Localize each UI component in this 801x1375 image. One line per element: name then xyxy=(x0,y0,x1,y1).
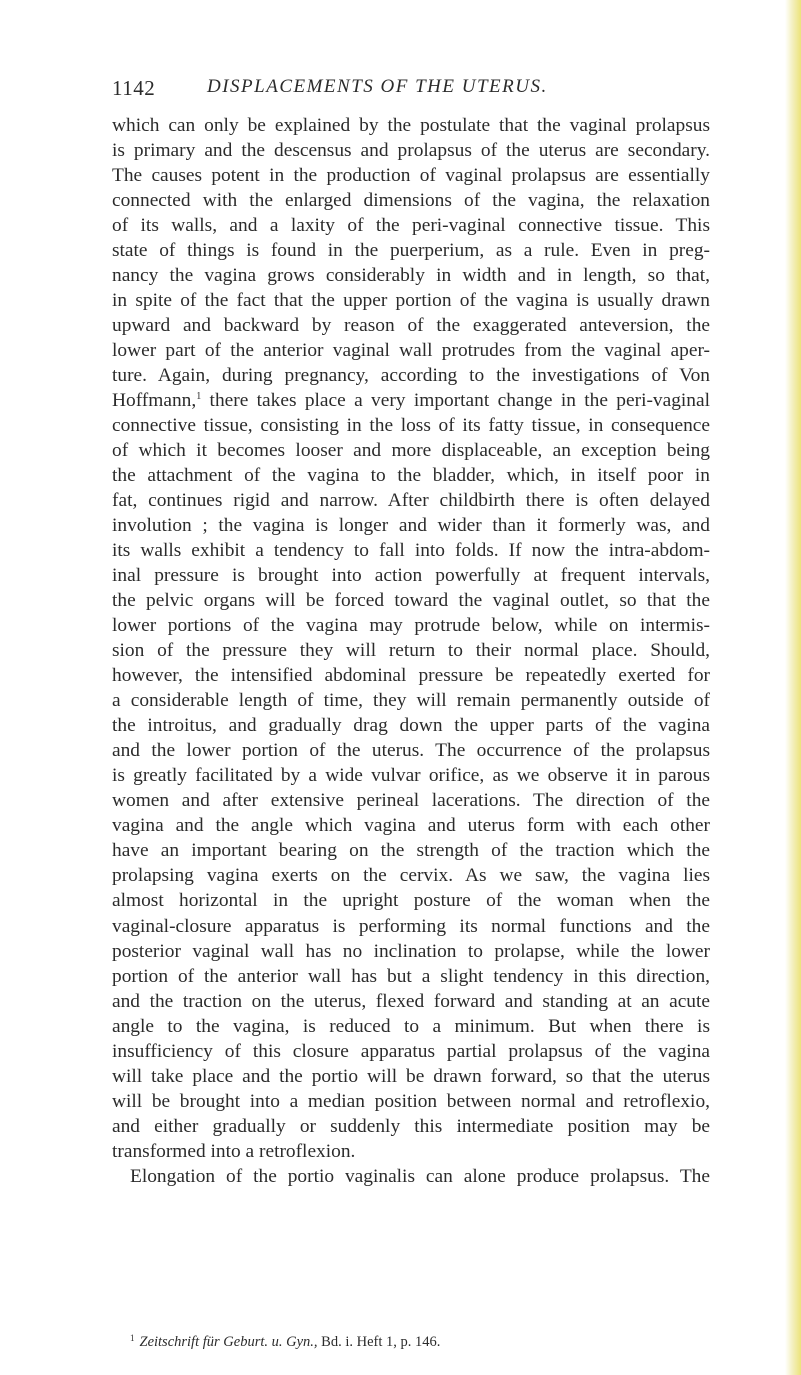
text-line: posterior vaginal wall has no inclination to prolapse, while the lower xyxy=(112,940,710,962)
text-line: portion of the anterior wall has but a slight tendency in this direction, xyxy=(112,965,710,987)
body-text xyxy=(112,113,710,1189)
text-line-with-footnote-ref xyxy=(112,388,710,413)
text-line: in spite of the fact that the upper portion of the vagina is usually drawn xyxy=(112,290,710,312)
page-edge-shadow xyxy=(785,0,801,1375)
text-line: fat, continues rigid and narrow. After childbirth there is often delayed xyxy=(112,490,710,512)
footnote-reference: 1 xyxy=(196,391,202,403)
footnote-journal: Zeitschrift für Geburt. u. Gyn., xyxy=(139,1334,318,1350)
text-line: and the traction on the uterus, flexed forward and standing at an acute xyxy=(112,990,710,1012)
text-line: however, the intensified abdominal pressure be repeatedly exerted for xyxy=(112,665,710,687)
text-line: the introitus, and gradually drag down the upper parts of the vagina xyxy=(112,715,710,737)
text-line: have an important bearing on the strength of the traction which the xyxy=(112,840,710,862)
page-header xyxy=(112,76,712,102)
text-line: The causes potent in the production of vaginal prolapsus are essentially xyxy=(112,165,710,187)
text-line: insufficiency of this closure apparatus partial prolapsus of the vagina xyxy=(112,1040,710,1062)
text-line: the pelvic organs will be forced toward the vaginal outlet, so that the xyxy=(112,590,710,612)
text-line: and the lower portion of the uterus. The occurrence of the prolapsus xyxy=(112,740,710,762)
text-line: will take place and the portio will be drawn forward, so that the uterus xyxy=(112,1065,710,1087)
text-line: a considerable length of time, they will remain permanently outside of xyxy=(112,690,710,712)
text-line: upward and backward by reason of the exaggerated anteversion, the xyxy=(112,315,710,337)
text-fragment: Hoffmann, xyxy=(112,390,197,412)
footnote xyxy=(130,1329,710,1351)
text-line: almost horizontal in the upright posture of the woman when the xyxy=(112,890,710,912)
text-line: lower portions of the vagina may protrude below, while on intermis- xyxy=(112,615,710,637)
text-line: involution ; the vagina is longer and wider than it formerly was, and xyxy=(112,515,710,537)
text-line: of its walls, and a laxity of the peri-vaginal connective tissue. This xyxy=(112,215,710,237)
text-line: angle to the vagina, is reduced to a minimum. But when there is xyxy=(112,1015,710,1037)
footnote-marker: 1 xyxy=(130,1333,135,1343)
text-line: which can only be explained by the postulate that the vaginal prolapsus xyxy=(112,115,710,136)
text-line: lower part of the anterior vaginal wall protrudes from the vaginal aper- xyxy=(112,340,710,362)
page-number: 1142 xyxy=(112,76,156,100)
text-line: will be brought into a median position between normal and retroflexio, xyxy=(112,1090,710,1112)
text-line: connected with the enlarged dimensions of the vagina, the relaxation xyxy=(112,190,710,212)
text-line: Elongation of the portio vaginalis can alone produce prolapsus. The xyxy=(130,1165,710,1187)
text-line: the attachment of the vagina to the bladder, which, in itself poor in xyxy=(112,465,710,487)
text-line: inal pressure is brought into action powerfully at frequent intervals, xyxy=(112,565,710,587)
text-line: connective tissue, consisting in the loss of its fatty tissue, in consequence xyxy=(112,415,710,437)
text-line: of which it becomes looser and more displaceable, an exception being xyxy=(112,440,710,462)
text-line: nancy the vagina grows considerably in width and in length, so that, xyxy=(112,265,710,287)
text-line: ture. Again, during pregnancy, according to the investigations of Von xyxy=(112,365,710,387)
running-title: DISPLACEMENTS OF THE UTERUS. xyxy=(207,76,548,97)
text-fragment: there takes place a very important change in the peri-vaginal xyxy=(201,390,710,412)
text-line: is primary and the descensus and prolapsus of the uterus are secondary. xyxy=(112,140,710,162)
text-line: and either gradually or suddenly this intermediate position may be xyxy=(112,1115,710,1137)
text-line: state of things is found in the puerperium, as a rule. Even in preg- xyxy=(112,240,710,262)
text-line: prolapsing vagina exerts on the cervix. As we saw, the vagina lies xyxy=(112,865,710,887)
text-line: vaginal-closure apparatus is performing its normal functions and the xyxy=(112,915,710,937)
text-line: its walls exhibit a tendency to fall into folds. If now the intra-abdom- xyxy=(112,540,710,562)
footnote-details: Bd. i. Heft 1, p. 146. xyxy=(317,1334,441,1350)
text-line: vagina and the angle which vagina and uterus form with each other xyxy=(112,815,710,837)
text-line: women and after extensive perineal lacerations. The direction of the xyxy=(112,790,710,812)
text-line: is greatly facilitated by a wide vulvar orifice, as we observe it in parous xyxy=(112,765,710,787)
text-line: transformed into a retroflexion. xyxy=(112,1140,356,1162)
text-line: sion of the pressure they will return to their normal place. Should, xyxy=(112,640,710,662)
